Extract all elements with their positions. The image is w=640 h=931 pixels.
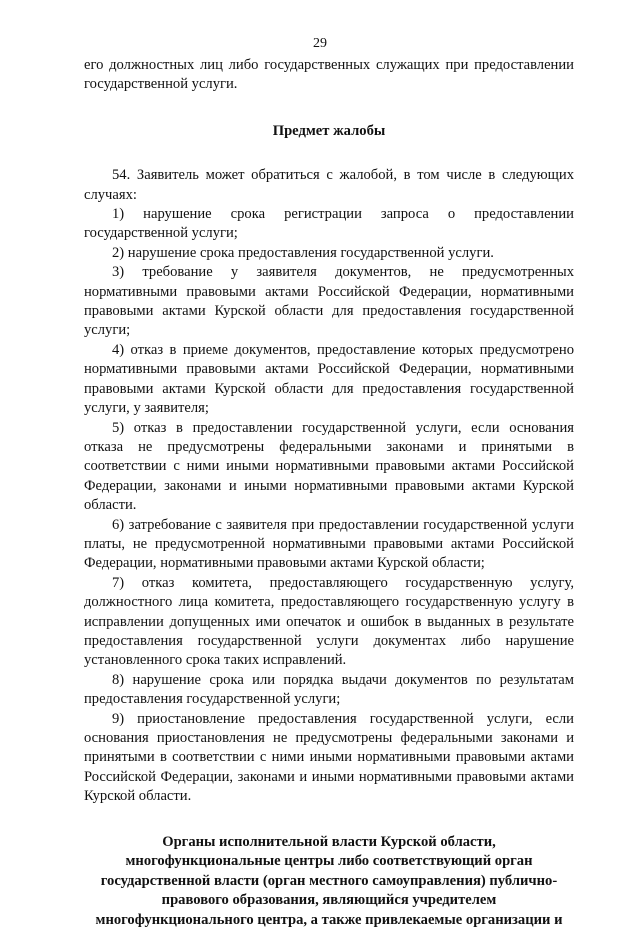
bottom-heading-line: правового образования, являющийся учредителем — [161, 892, 497, 909]
page-number: 29 — [313, 36, 327, 51]
bottom-section-heading — [84, 833, 574, 931]
continuation-text: его должностных лиц либо государственных служащих при предоставлении государственной услуги. — [84, 57, 574, 93]
bottom-heading-line: многофункционального центра, а также привлекаемые организации и — [95, 912, 563, 928]
bottom-heading-line: многофункциональные центры либо соответствующий орган — [125, 853, 533, 870]
paragraph-item-6: 6) затребование с заявителя при предоставлении государственной услуги платы, не предусмотренной нормативными правовыми актами Российской Федерации, нормативными правовыми актами Курской области; — [84, 516, 574, 572]
paragraph-item-5: 5) отказ в предоставлении государственной услуги, если основания отказа не предусмотрены федеральными законами и принятыми в соответствии с ними иными нормативными правовыми актами Российской Федерации, законами и иными нормативными правовыми актами Курской области. — [84, 419, 574, 514]
paragraph-item-8: 8) нарушение срока или порядка выдачи документов по результатам предоставления государственной услуги; — [84, 671, 574, 708]
bottom-heading-line: Органы исполнительной власти Курской области, — [162, 833, 496, 850]
document-body — [84, 56, 574, 931]
paragraph-item-2: 2) нарушение срока предоставления государственной услуги. — [112, 244, 494, 261]
paragraph-54: 54. Заявитель может обратиться с жалобой, в том числе в следующих случаях: — [84, 167, 574, 203]
bottom-heading-line: государственной власти (орган местного самоуправления) публично- — [100, 872, 558, 889]
paragraph-item-7: 7) отказ комитета, предоставляющего государственную услугу, должностного лица комитета, предоставляющего государственную услугу в исправлении допущенных ими опечаток и ошибок в выданных в результате предоставления государственной услуги документах либо нарушение установленного срока таких исправлений. — [84, 574, 574, 669]
paragraph-item-9: 9) приостановление предоставления государственной услуги, если основания приостановления не предусмотрены федеральными законами и принятыми в соответствии с ними иными нормативными правовыми актами Российской Федерации, законами и иными нормативными правовыми актами Курской области. — [84, 710, 574, 805]
section-heading: Предмет жалобы — [272, 122, 386, 139]
paragraph-item-1: 1) нарушение срока регистрации запроса о предоставлении государственной услуги; — [84, 206, 574, 242]
paragraph-item-3: 3) требование у заявителя документов, не предусмотренных нормативными правовыми актами Российской Федерации, нормативными правовыми актами Курской области для предоставления государственной услуги; — [84, 264, 574, 339]
paragraph-item-4: 4) отказ в приеме документов, предоставление которых предусмотрено нормативными правовыми актами Российской Федерации, нормативными правовыми актами Курской области для предоставления государственной услуги, у заявителя; — [84, 341, 574, 417]
